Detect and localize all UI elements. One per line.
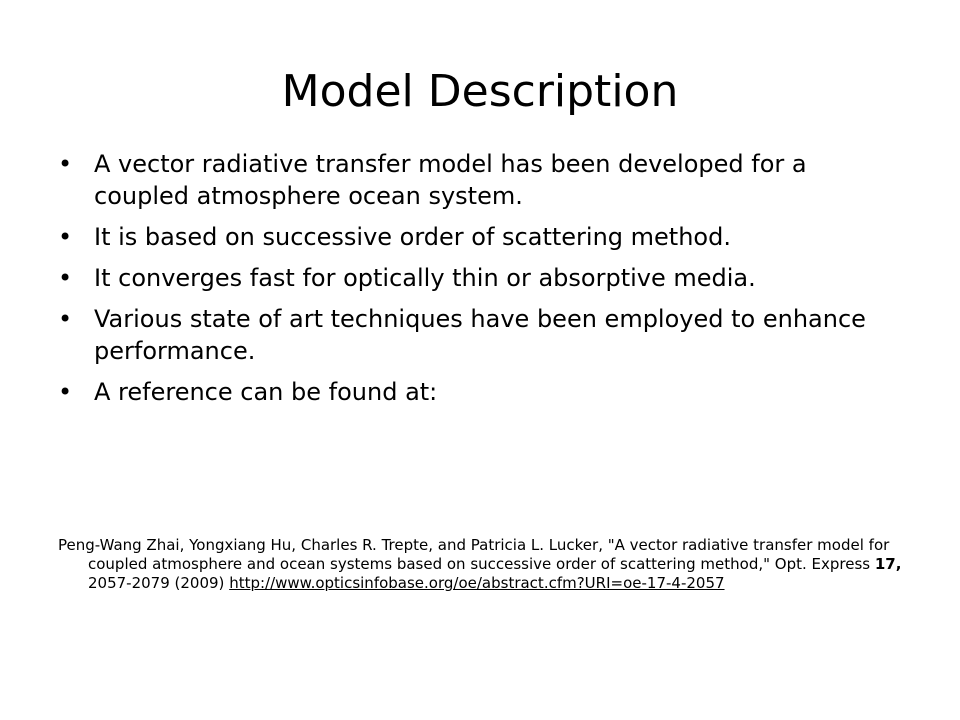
bullet-text: Various state of art techniques have been employed to enhance performance. (94, 305, 866, 365)
reference-pages-year: 2057-2079 (2009) (88, 574, 225, 592)
slide-title: Model Description (281, 66, 679, 117)
bullet-text: It is based on successive order of scattering method. (94, 223, 731, 251)
bullet-item (58, 148, 898, 212)
bullet-marker: • (58, 305, 73, 333)
bullet-marker: • (58, 223, 73, 251)
reference-authors-title: Peng-Wang Zhai, Yongxiang Hu, Charles R. Trepte, and Patricia L. Lucker, "A vector radiative transfer model for coupled atmosphere and ocean systems based on successive order of scattering method," Opt. Express (58, 536, 890, 573)
bullet-text: A reference can be found at: (94, 378, 438, 406)
bullet-marker: • (58, 264, 73, 292)
reference-citation (58, 536, 918, 593)
bullet-text: A vector radiative transfer model has been developed for a coupled atmosphere ocean system. (94, 150, 807, 210)
bullet-marker: • (58, 150, 73, 178)
reference-volume: 17, (874, 555, 902, 573)
reference-link[interactable]: http://www.opticsinfobase.org/oe/abstract.cfm?URI=oe-17-4-2057 (229, 574, 725, 592)
bullet-marker: • (58, 378, 73, 406)
bullet-item (58, 303, 898, 367)
bullet-list (58, 148, 898, 417)
bullet-text: It converges fast for optically thin or absorptive media. (94, 264, 756, 292)
bullet-item (58, 262, 898, 294)
bullet-item (58, 376, 898, 408)
bullet-item (58, 221, 898, 253)
